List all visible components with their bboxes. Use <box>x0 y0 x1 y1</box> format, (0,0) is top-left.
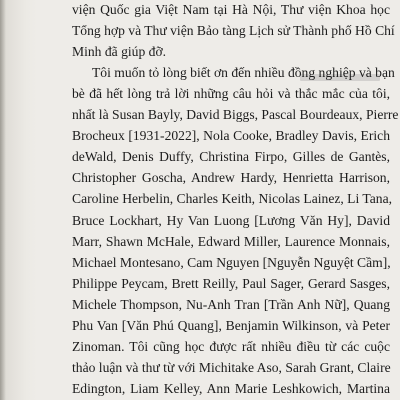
paragraph-line: Caroline Herbelin, Charles Keith, Nicolas Lainez, Li Tana, <box>72 191 393 206</box>
paragraph-line: Michael Montesano, Cam Nguyen [Nguyễn Nguyệt Cầm], <box>72 255 391 270</box>
paragraph-line: Christopher Goscha, Andrew Hardy, Henrietta Harrison, <box>72 170 390 185</box>
paragraph-line: Marr, Shawn McHale, Edward Miller, Laurence Monnais, <box>72 234 390 249</box>
paragraph-first-line: Tôi muốn tỏ lòng biết ơn đến nhiều đồng nghiệp và bạn <box>92 65 395 80</box>
paragraph-line: Bruce Lockhart, Hy Van Luong [Lương Văn Hy], David <box>72 213 390 228</box>
paragraph-line: Michele Thompson, Nu-Anh Tran [Trần Anh Nữ], Quang <box>72 297 390 312</box>
spine-shadow <box>0 0 6 400</box>
paragraph-line: Minh đã giúp đỡ. <box>72 44 167 59</box>
paragraph-line: nhất là Susan Bayly, David Biggs, Pascal Bourdeaux, Pierre <box>72 107 399 122</box>
paragraph-line: viện Quốc gia Việt Nam tại Hà Nội, Thư viện Khoa học <box>72 2 390 17</box>
paragraph-line: deWald, Denis Duffy, Christina Firpo, Gilles de Gantès, <box>72 149 390 164</box>
paragraph-line: bè đã hết lòng trả lời những câu hỏi và thắc mắc của tôi, <box>72 86 390 101</box>
paragraph-line: Brocheux [1931-2022], Nola Cooke, Bradley Davis, Erich <box>72 128 390 143</box>
paragraph-line: Zinoman. Tôi cũng học được rất nhiều điều từ các cuộc <box>72 339 390 354</box>
paragraph-line: Edington, Liam Kelley, Ann Marie Leshkowich, Martina <box>72 381 390 396</box>
paragraph-line: thảo luận và thư từ với Michitake Aso, Sarah Grant, Claire <box>72 360 391 375</box>
paragraph-line: Phu Van [Văn Phú Quang], Benjamin Wilkinson, và Peter <box>72 318 390 333</box>
paragraph-line: Philippe Peycam, Brett Reilly, Paul Sager, Gerard Sasges, <box>72 276 390 291</box>
paragraph-line: Tổng hợp và Thư viện Bảo tàng Lịch sử Thành phố Hồ Chí <box>72 23 395 38</box>
